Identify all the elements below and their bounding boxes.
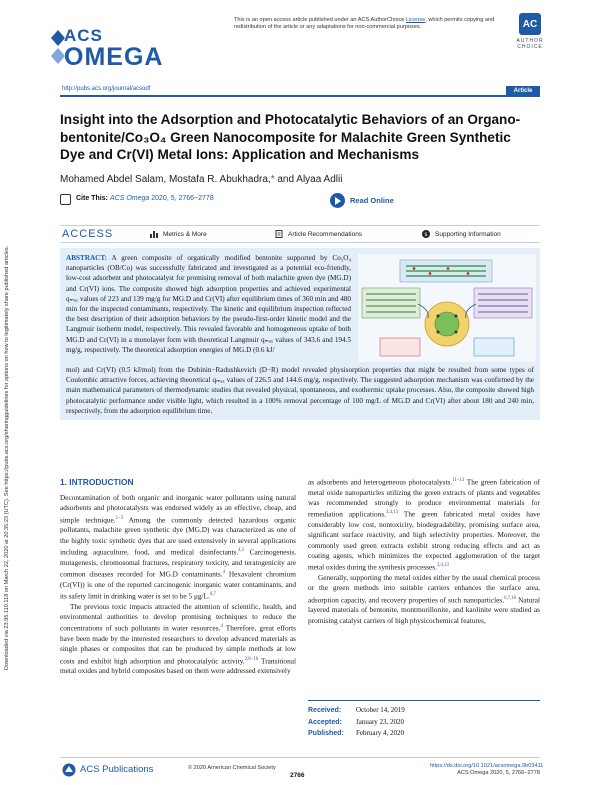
footer-divider xyxy=(60,757,540,758)
publication-dates: Received: October 14, 2019 Accepted: January 23, 2020 Published: February 4, 2020 xyxy=(308,700,540,740)
corresponding-author-mark[interactable]: * xyxy=(270,174,275,185)
access-bar xyxy=(60,225,540,243)
supporting-info-icon xyxy=(422,230,430,238)
document-icon xyxy=(275,230,283,238)
cite-label: Cite This: xyxy=(76,195,108,202)
acs-publications-name: ACS Publications xyxy=(80,764,154,775)
read-online-icon xyxy=(330,193,345,208)
article-type-tag: Article xyxy=(506,86,540,95)
download-notice: Downloaded via 23.95.110.118 on March 22, 2020 at 20:35:23 (UTC). See https://pubs.acs.org/sharingguidelines for options on how to legitimately share published articles. xyxy=(4,245,10,670)
accepted-date: January 23, 2020 xyxy=(356,717,405,726)
page-number: 2766 xyxy=(290,772,305,779)
section-heading-introduction: 1. INTRODUCTION xyxy=(60,477,134,487)
journal-logo-omega: OMEGA xyxy=(64,43,164,71)
metrics-link[interactable]: Metrics & More xyxy=(150,230,207,238)
author-choice-label: AUTHOR CHOICE xyxy=(516,38,544,50)
cite-icon xyxy=(60,194,71,205)
abstract-text-bottom: mol) and Cr(VI) (0.5 kJ/mol) from the Dubinin−Radushkevich (D−R) model revealed physisorption properties that might be resulted from some types of Coulombic attractive forces, achieving theoretical qₘₐₓ values of 226.5 and 144.6 mg/g, respectively. The suggested adsorption mechanism was confirmed by the main mathematical parameters of thermodynamic studies that revealed physical, spontaneous, and exothermic uptake processes. Also, the composite showed high photocatalytic performance under visible light, which resulted in a 100% removal percentage of 100 mg/L of MG.D and Cr(VI) after about 180 and 240 min, respectively, from the adsorption equilibrium time. xyxy=(66,366,534,415)
doi-link[interactable]: https://dx.doi.org/10.1021/acsomega.9b03411 xyxy=(430,763,544,769)
header-divider xyxy=(60,95,540,97)
published-date: February 4, 2020 xyxy=(356,729,405,737)
received-date: October 14, 2019 xyxy=(356,706,405,714)
svg-text:s: s xyxy=(424,231,428,238)
read-online-button[interactable]: Read Online xyxy=(330,192,394,209)
copyright-notice: © 2020 American Chemical Society xyxy=(188,765,276,771)
abstract-text-top: ABSTRACT: A green composite of organically modified bentonite supported by Co₃O₄ nanoparticles (OB/Co) was successfully fabricated and investigated as a potential eco-friendly, low-cost adsorbent and photocatalyst for promising removal of both malachite green dye (MG.D) and Cr(VI) ions. The composite showed high adsorption properties and achieved experimental qₘₐₓ values of 223 and 139 mg/g for MG.D and Cr(VI) after equilibrium times of 360 min and 480 min for the inspected contaminants, respectively. The kinetic and equilibrium inspection reflected the best description of their adsorption behaviors by the pseudo-first-order kinetic model and the Langmuir isotherm model, respectively. This revealed favorable and homogeneous uptake of both MG.D and Cr(VI) in a monolayer form with theoretical Langmuir qₘₐₓ values of 343.6 and 194.5 mg/g, respectively. The theoretical adsorption energies of MG.D (0.6 kJ/ xyxy=(66,254,351,354)
intro-column-left: Decontamination of both organic and inorganic water pollutants using natural adsorbents and photocatalysts was endorsed widely as an effective, cheap, and simple technique.$^{1-3}$ Among the commonly detected hazardous organic pollutants, malachite green synthetic dye (MG.D) was characterized as one of the highly toxic synthetic dyes that are used extensively in several applications including aquaculture, food, and medical disinfectants.$^{4,5}$ Carcinogenesis, mutagenesis, chromosomal fractures, respiratory toxicity, and teratogenicity are common diseases recorded for MG.D contaminants.$^4$ Hexavalent chromium (Cr(VI)) is one of the reported carcinogenic inorganic water contaminants, and its safety limit in drinking water is set to be 5 μg/L.$^{6,7}$ The previous toxic impacts attracted the attention of scientific, health, and environmental authorities to develop promising techniques to reduce the concentrations of such pollutants in water resources.$^4$ Therefore, great efforts have been made by the interested researchers to develop advanced materials as single phases or composites that can be produced by simple methods at low costs and exhibit high adsorption and photocatalytic activity.$^{2,8-10}$ Transitional metal oxides and hybrid composites based on them were addressed extensively xyxy=(60,493,296,676)
acs-publications-logo-icon xyxy=(62,763,76,777)
cite-row xyxy=(60,192,540,209)
intro-column-right: as adsorbents and heterogeneous photocatalysts.$^{11-13}$ The green fabrication of metal oxide nanoparticles utilizing the green extracts of plants and vegetables was recommended strongly to produce environmental materials for remediation applications.$^{3,4,13}$ The green fabricated metal oxides have considerably low cost, nontoxicity, biodegradability, promising surface area, significant surface reactivity, and high selectivity properties. Moreover, the commonly used green extracts exhibit strong reducing effects and act as coating agents, which minimizes the expected agglomeration of the target metal oxides during the synthesis processes.$^{3,4,13}$ Generally, supporting the metal oxides either by the usual chemical process or the green methods into suitable carriers enhances the surface area, adsorption capacity, and recovery properties of such nanoparticles.$^{6,7,10}$ Natural layered materials of bentonite, montmorillonite, and kaolinite were studied as promising catalyst carriers of high physicochemical features, xyxy=(308,477,540,625)
bar-chart-icon xyxy=(150,230,158,238)
footer-doi: https://dx.doi.org/10.1021/acsomega.9b03411 ACS Omega 2020, 5, 2766−2778 xyxy=(430,763,544,776)
graphical-abstract-image xyxy=(358,254,536,362)
access-label: ACCESS xyxy=(62,228,114,240)
article-title: Insight into the Adsorption and Photocatalytic Behaviors of an Organo-bentonite/Co₃O₄ Green Nanocomposite for Malachite Green Synthetic Dye and Cr(VI) Metal Ions: Application and Mechanisms xyxy=(60,112,521,162)
citation-link[interactable]: ACS Omega 2020, 5, 2766−2778 xyxy=(110,195,214,202)
journal-url-link[interactable]: http://pubs.acs.org/journal/acsodf xyxy=(62,86,151,92)
author-choice-badge-icon: AC xyxy=(519,13,541,35)
supporting-info-link[interactable]: s Supporting Information xyxy=(422,230,501,238)
recommendations-link[interactable]: Article Recommendations xyxy=(275,230,362,238)
open-access-note: This is an open access article published under an ACS AuthorChoice License, which permits copying and redistribution of the article or any adaptations for non-commercial purposes. xyxy=(234,17,495,30)
author-list: Mohamed Abdel Salam, Mostafa R. Abukhadra,* and Alyaa Adlii xyxy=(60,174,343,185)
license-link[interactable]: License xyxy=(405,17,426,23)
journal-logo-acs: ACS xyxy=(64,26,103,45)
